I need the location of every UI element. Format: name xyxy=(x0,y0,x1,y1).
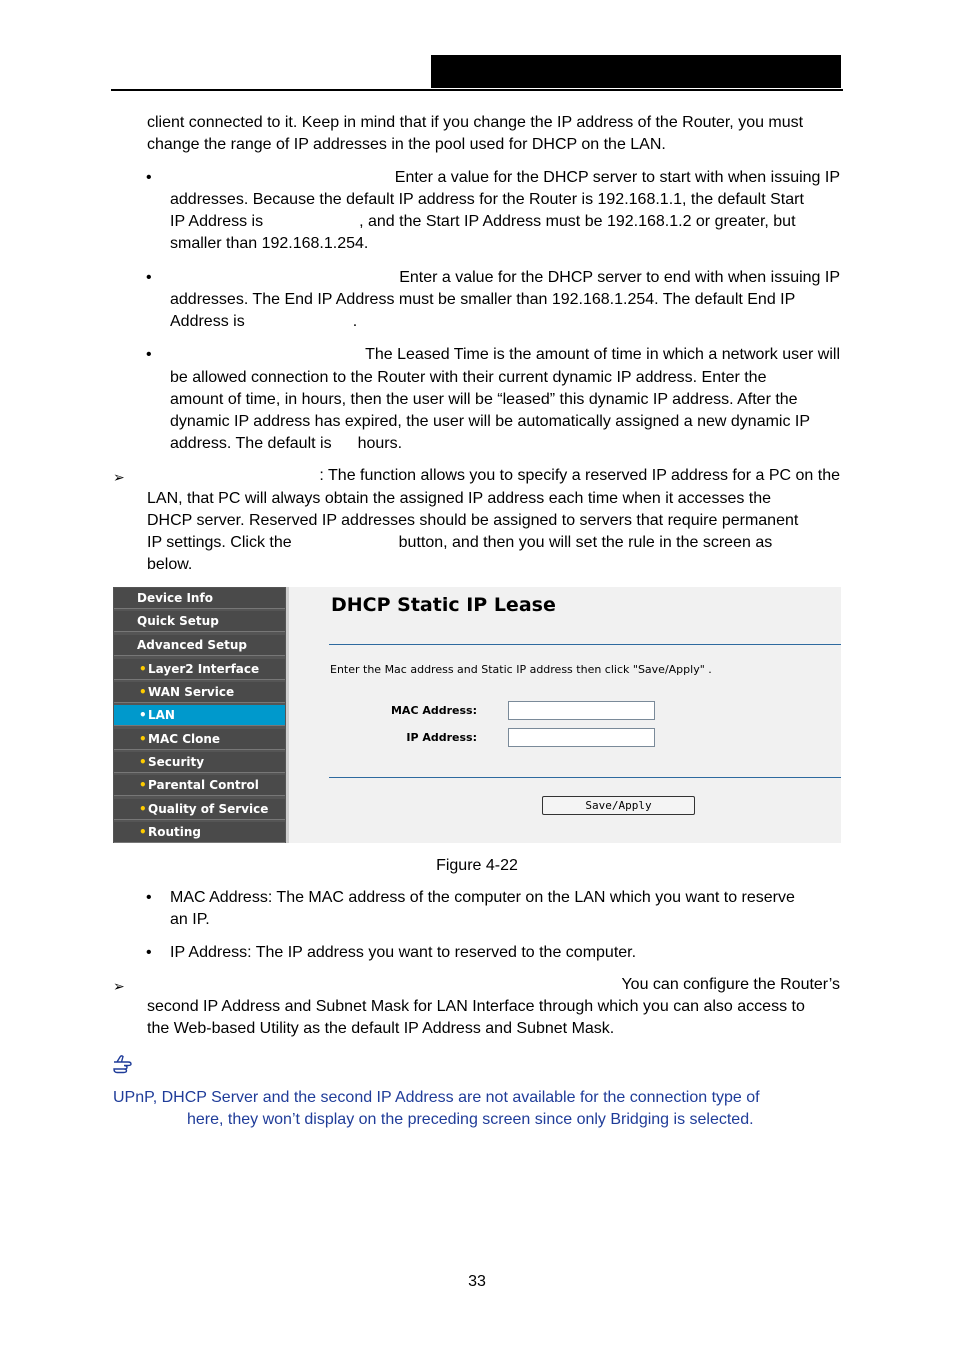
menu-layer2-interface[interactable] xyxy=(114,659,285,680)
leased-line-5 xyxy=(170,433,840,455)
page-title: DHCP Static IP Lease xyxy=(331,594,556,616)
menu-bullet-icon: • xyxy=(139,685,147,699)
menu-label: LAN xyxy=(148,708,175,722)
start-ip-line-3b: , and the Start IP Address must be 192.168.1.2 or greater, but xyxy=(359,213,796,230)
second-ip-line-2: second IP Address and Subnet Mask for LAN Interface through which you can also access to xyxy=(147,998,805,1015)
intro-line-1: client connected to it. Keep in mind that if you change the IP address of the Router, you must xyxy=(147,114,804,131)
menu-bullet-icon: • xyxy=(139,755,147,769)
menu-label: Layer2 Interface xyxy=(148,662,260,676)
menu-bullet-icon: • xyxy=(139,662,147,676)
menu-bullet-icon: • xyxy=(139,778,147,792)
menu-routing[interactable] xyxy=(114,822,285,843)
page-number: 33 xyxy=(468,1273,486,1290)
form-rule xyxy=(329,777,841,778)
static-line-3: DHCP server. Reserved IP addresses should be assigned to servers that require permanent xyxy=(147,512,799,529)
header-bar xyxy=(431,55,841,88)
menu-label: WAN Service xyxy=(148,685,235,699)
menu-bullet-icon: • xyxy=(139,825,147,839)
end-ip-line-2: addresses. The End IP Address must be smaller than 192.168.1.254. The default End IP xyxy=(170,291,796,308)
end-ip-line-3 xyxy=(170,311,840,333)
menu-parental-control[interactable] xyxy=(114,775,285,796)
bullet-dot: • xyxy=(146,889,152,906)
static-line-4 xyxy=(147,532,840,554)
menu-quick-setup[interactable]: Quick Setup xyxy=(114,611,285,632)
menu-bullet-icon: • xyxy=(139,708,147,722)
ip-address-label: IP Address: xyxy=(406,731,477,744)
bullet-dot: • xyxy=(146,169,152,186)
menu-security[interactable] xyxy=(114,752,285,773)
mac-desc-line-2: an IP. xyxy=(170,911,210,928)
menu-bullet-icon: • xyxy=(139,802,147,816)
end-ip-line-3b: . xyxy=(352,313,358,330)
static-line-4a: IP settings. Click the xyxy=(147,534,292,551)
leased-line-2: be allowed connection to the Router with their current dynamic IP address. Enter the xyxy=(170,369,767,386)
note-line-2: here, they won’t display on the preceding screen since only Bridging is selected. xyxy=(187,1111,754,1128)
pointing-hand-icon xyxy=(113,1054,139,1074)
leased-line-3: amount of time, in hours, then the user will be “leased” this dynamic IP address. After the xyxy=(170,391,798,408)
menu-separator xyxy=(286,587,289,843)
ip-desc-line: IP Address: The IP address you want to reserved to the computer. xyxy=(170,944,637,961)
router-menu xyxy=(113,587,286,843)
start-ip-line-2: addresses. Because the default IP address for the Router is 192.168.1.1, the default Start xyxy=(170,191,804,208)
static-line-1: : The function allows you to specify a reserved IP address for a PC on the xyxy=(319,467,840,484)
menu-label: MAC Clone xyxy=(148,732,221,746)
figure-caption: Figure 4-22 xyxy=(436,857,518,874)
bullet-dot: • xyxy=(146,269,152,286)
end-ip-line-1: Enter a value for the DHCP server to end with when issuing IP xyxy=(399,269,840,286)
second-ip-line-1: You can configure the Router’s xyxy=(621,976,840,993)
static-line-4b: button, and then you will set the rule in the screen as xyxy=(398,534,773,551)
end-ip-line-3a: Address is xyxy=(170,313,245,330)
mac-address-input[interactable] xyxy=(508,701,655,720)
header-rule xyxy=(111,89,843,91)
second-ip-line-3: the Web-based Utility as the default IP Address and Subnet Mask. xyxy=(147,1020,615,1037)
menu-wan-service[interactable] xyxy=(114,682,285,703)
leased-line-4: dynamic IP address has expired, the user will be automatically assigned a new dynamic IP xyxy=(170,413,811,430)
menu-lan[interactable] xyxy=(114,705,285,726)
start-ip-line-4: smaller than 192.168.1.254. xyxy=(170,235,369,252)
mac-address-label: MAC Address: xyxy=(390,704,477,717)
intro-line-2: change the range of IP addresses in the pool used for DHCP on the LAN. xyxy=(147,136,666,153)
mac-desc-line-1: MAC Address: The MAC address of the computer on the LAN which you want to reserve xyxy=(170,889,795,906)
menu-advanced-setup[interactable]: Advanced Setup xyxy=(114,635,285,656)
leased-line-5a: address. The default is xyxy=(170,435,332,452)
instruction-text: Enter the Mac address and Static IP address then click "Save/Apply" . xyxy=(330,663,712,676)
start-ip-line-1: Enter a value for the DHCP server to start with when issuing IP xyxy=(394,169,840,186)
menu-mac-clone[interactable] xyxy=(114,729,285,750)
leased-line-1: The Leased Time is the amount of time in which a network user will xyxy=(365,346,840,363)
menu-label: Parental Control xyxy=(148,778,259,792)
save-apply-button[interactable]: Save/Apply xyxy=(542,796,695,815)
menu-quality-of-service[interactable] xyxy=(114,799,285,820)
start-ip-line-3 xyxy=(170,211,840,233)
arrow-bullet-icon: ➢ xyxy=(113,469,125,485)
menu-device-info[interactable]: Device Info xyxy=(114,588,285,609)
bullet-dot: • xyxy=(146,944,152,961)
menu-bullet-icon: • xyxy=(139,732,147,746)
leased-line-5b: hours. xyxy=(357,435,403,452)
static-line-5: below. xyxy=(147,556,193,573)
note-line-1: UPnP, DHCP Server and the second IP Address are not available for the connection type of xyxy=(113,1089,760,1106)
arrow-bullet-icon: ➢ xyxy=(113,978,125,994)
start-ip-line-3a: IP Address is xyxy=(170,213,264,230)
bullet-dot: • xyxy=(146,346,152,363)
title-rule xyxy=(329,644,841,645)
menu-label: Security xyxy=(148,755,205,769)
menu-label: Routing xyxy=(148,825,202,839)
router-screenshot xyxy=(113,587,841,843)
menu-label: Quality of Service xyxy=(148,802,269,816)
static-line-2: LAN, that PC will always obtain the assigned IP address each time when it accesses the xyxy=(147,490,772,507)
ip-address-input[interactable] xyxy=(508,728,655,747)
